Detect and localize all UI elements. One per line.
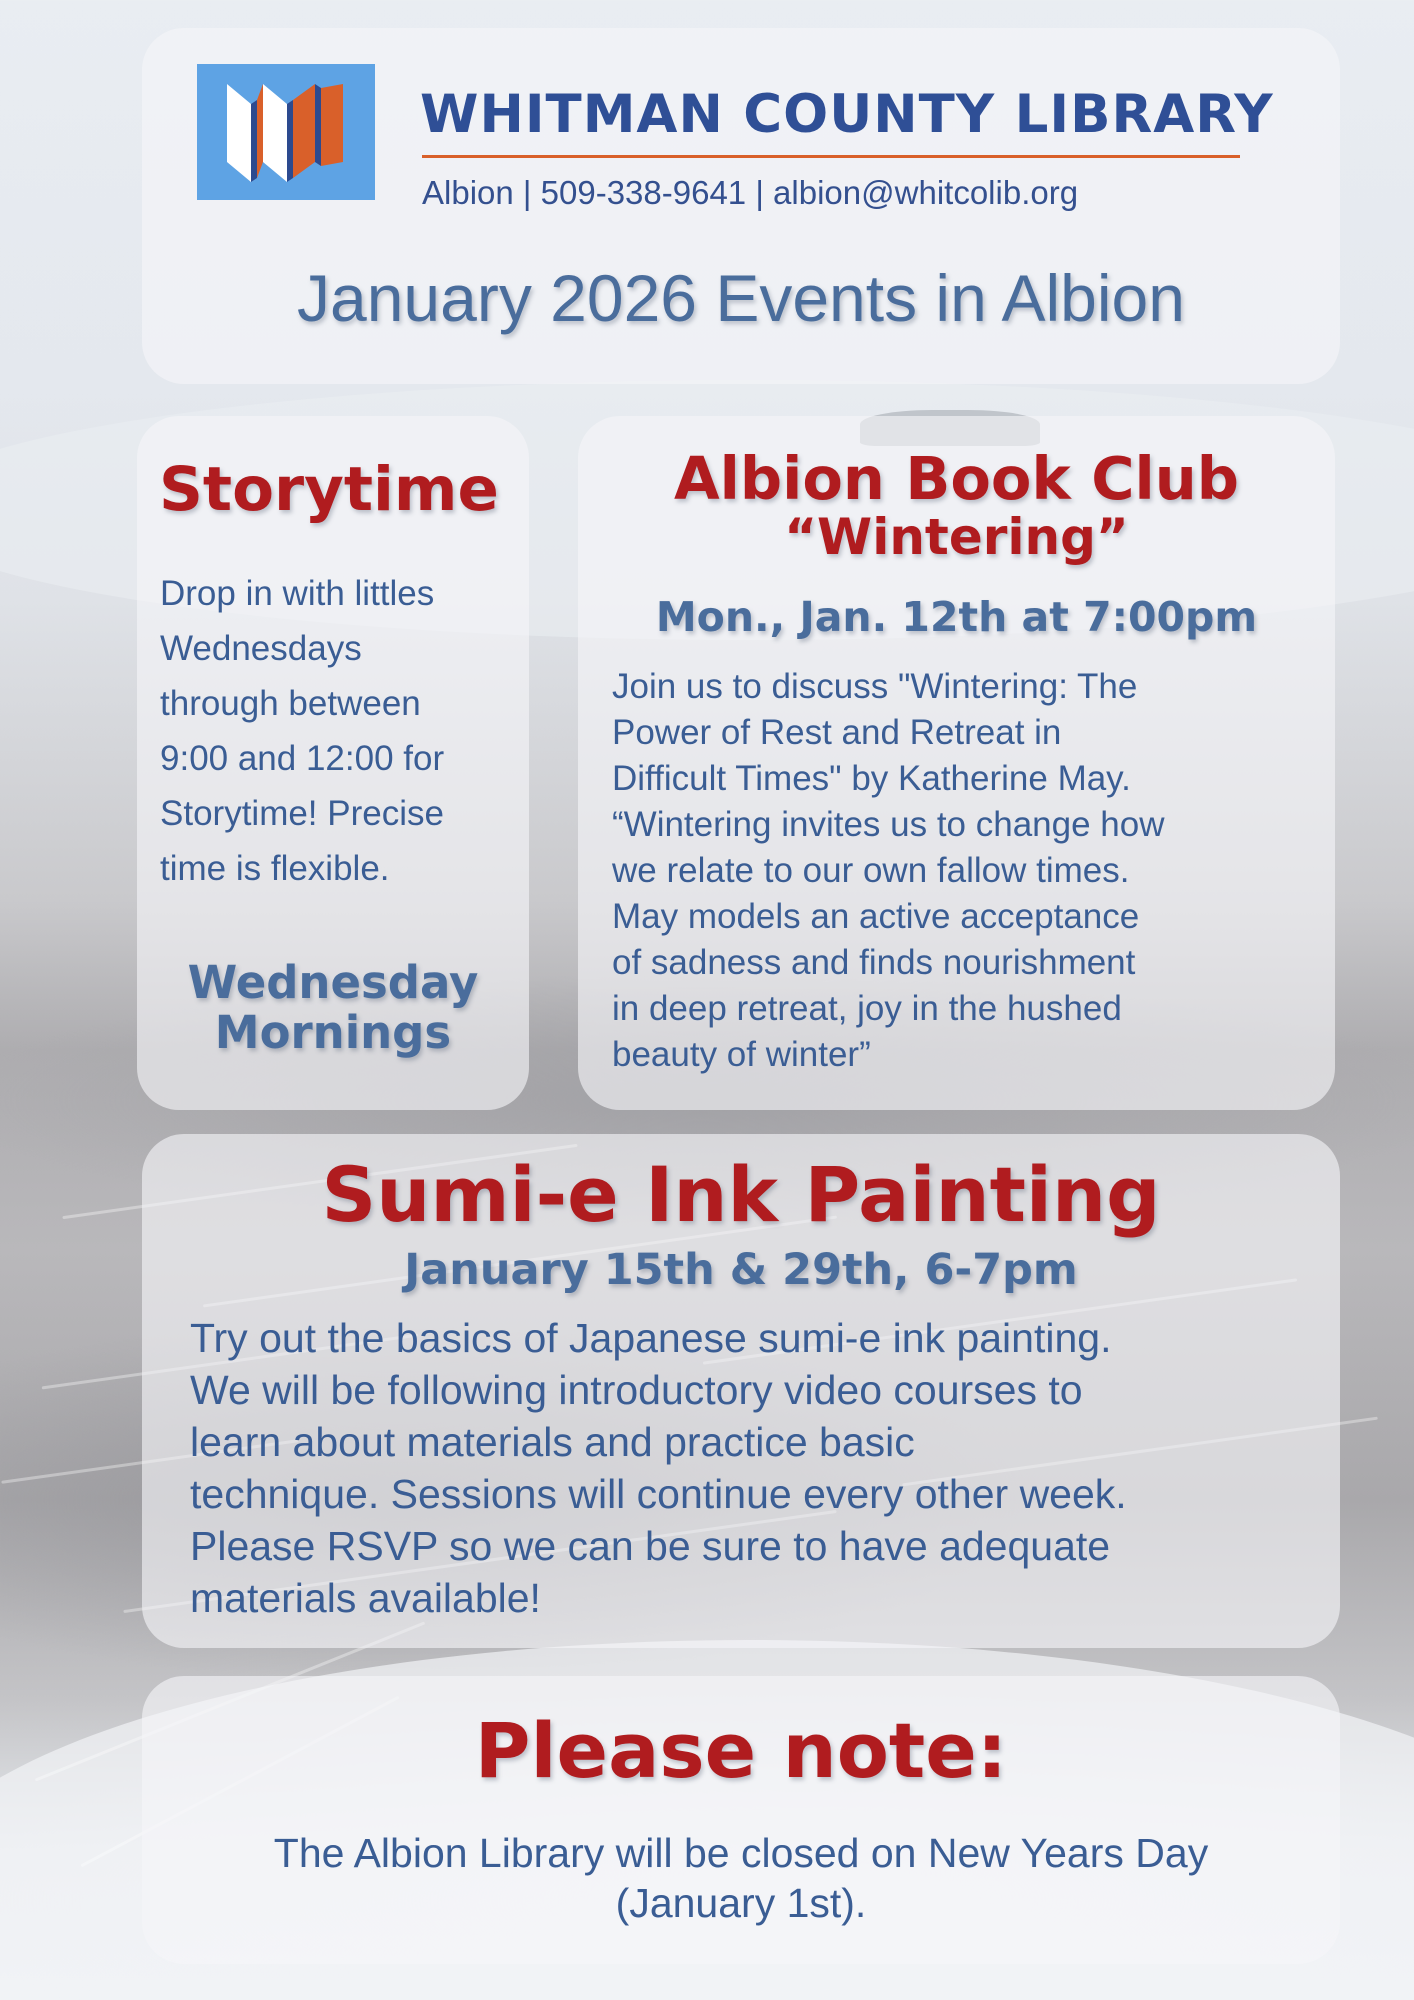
storytime-when-line: Mornings bbox=[214, 1006, 452, 1059]
sumie-line: technique. Sessions will continue every other week. bbox=[190, 1471, 1127, 1517]
sumie-line: materials available! bbox=[190, 1575, 541, 1621]
library-logo bbox=[197, 64, 375, 200]
sumie-line: learn about materials and practice basic bbox=[190, 1419, 915, 1465]
sumie-line: Please RSVP so we can be sure to have adequate bbox=[190, 1523, 1111, 1569]
storytime-title: Storytime bbox=[159, 454, 499, 525]
sumie-when: January 15th & 29th, 6-7pm bbox=[404, 1245, 1078, 1295]
book-club-line: of sadness and finds nourishment bbox=[612, 943, 1136, 982]
book-club-line: in deep retreat, joy in the hushed bbox=[612, 989, 1122, 1028]
book-club-subtitle: “Wintering” bbox=[784, 508, 1129, 566]
book-club-line: Difficult Times" by Katherine May. bbox=[612, 759, 1131, 798]
storytime-when bbox=[137, 958, 529, 1058]
sumie-card bbox=[142, 1134, 1340, 1648]
sumie-line: Try out the basics of Japanese sumi-e ink painting. bbox=[190, 1315, 1112, 1361]
book-club-description bbox=[612, 664, 1165, 1078]
storytime-when-line: Wednesday bbox=[187, 956, 479, 1009]
storytime-card bbox=[137, 416, 529, 1110]
sumie-title: Sumi-e Ink Painting bbox=[321, 1150, 1161, 1239]
page-title: January 2026 Events in Albion bbox=[297, 261, 1185, 335]
book-club-line: Join us to discuss "Wintering: The bbox=[612, 667, 1138, 706]
storytime-line: 9:00 and 12:00 for bbox=[160, 739, 445, 778]
sumie-description bbox=[190, 1312, 1127, 1624]
note-line: (January 1st). bbox=[615, 1880, 867, 1926]
note-title: Please note: bbox=[474, 1706, 1008, 1795]
library-name: WHITMAN COUNTY LIBRARY bbox=[420, 84, 1274, 145]
book-club-card bbox=[578, 416, 1335, 1110]
book-club-line: we relate to our own fallow times. bbox=[612, 851, 1130, 890]
storytime-line: Drop in with littles bbox=[160, 574, 435, 613]
header-card bbox=[142, 28, 1340, 384]
header-divider bbox=[422, 155, 1240, 158]
storytime-line: time is flexible. bbox=[160, 849, 390, 888]
storytime-description bbox=[160, 566, 444, 896]
storytime-line: through between bbox=[160, 684, 421, 723]
note-card bbox=[142, 1676, 1340, 1964]
sumie-line: We will be following introductory video courses to bbox=[190, 1367, 1083, 1413]
storytime-line: Storytime! Precise bbox=[160, 794, 444, 833]
book-club-line: Power of Rest and Retreat in bbox=[612, 713, 1062, 752]
book-club-title: Albion Book Club bbox=[674, 444, 1239, 513]
note-description bbox=[142, 1828, 1340, 1928]
storytime-line: Wednesdays bbox=[160, 629, 362, 668]
book-club-when: Mon., Jan. 12th at 7:00pm bbox=[655, 593, 1258, 641]
contact-line: Albion | 509-338-9641 | albion@whitcolib.org bbox=[422, 174, 1079, 211]
book-club-line: “Wintering invites us to change how bbox=[612, 805, 1165, 844]
book-club-line: beauty of winter” bbox=[612, 1035, 871, 1074]
note-line: The Albion Library will be closed on New Years Day bbox=[273, 1830, 1209, 1876]
book-club-line: May models an active acceptance bbox=[612, 897, 1140, 936]
